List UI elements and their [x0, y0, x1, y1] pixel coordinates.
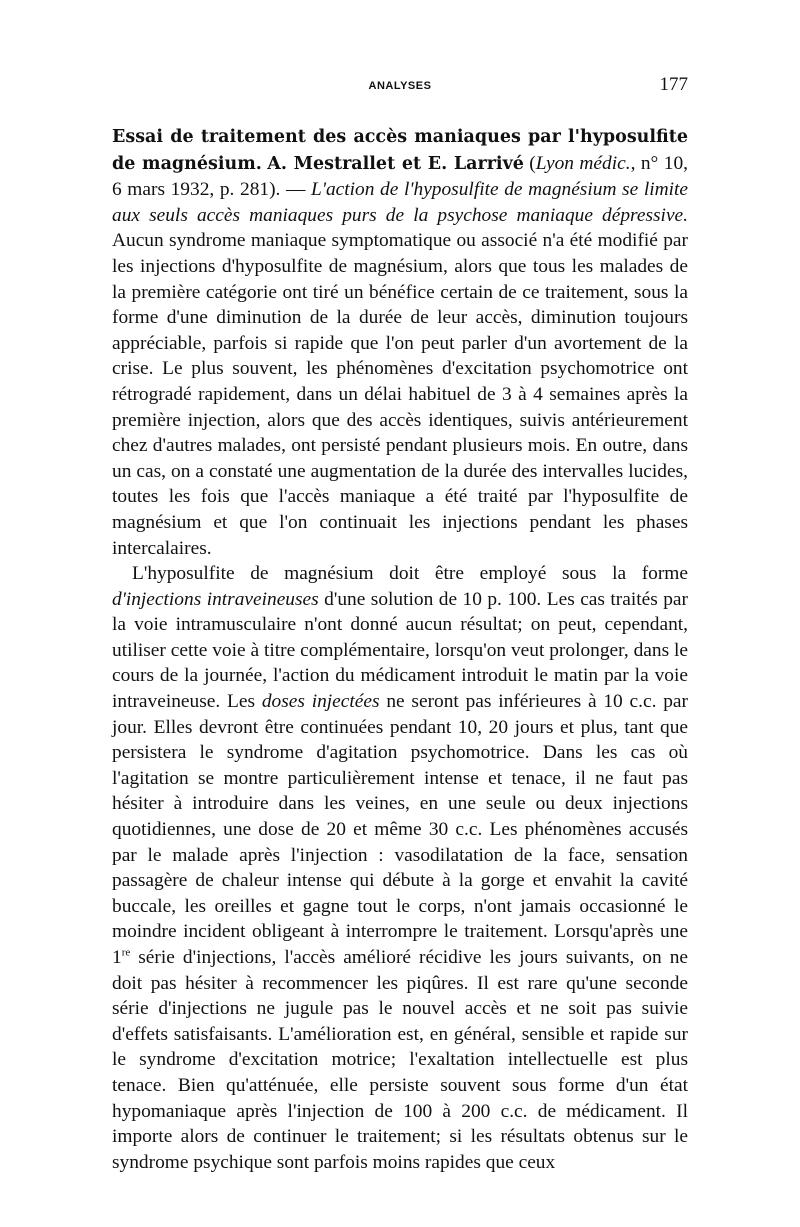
- journal-page: [112, 72, 688, 1175]
- paragraph-2-text-d: série d'injections, l'accès amélioré récidive les jours suivants, on ne doit pas hésiter à recommencer les piqûres. Il est rare qu'une seconde série d'injections ne jugule pas le nouvel accès et ne soit pas suivie d'effets satisfaisants. L'amélioration est, en général, sensible et rapide sur le syndrome d'excitation motrice; l'exaltation intellectuelle est plus tenace. Bien qu'atténuée, elle persiste souvent sous forme d'un état hypomaniaque après l'injection de 100 à 200 c.c. de médicament. Il importe alors de continuer le traitement; si les résultats obtenus sur le syndrome psychique sont parfois moins rapides que ceux: [112, 947, 688, 1173]
- ordinal-suffix: re: [121, 946, 131, 959]
- source-details: , n° 10, 6 mars 1932, p. 281). —: [112, 152, 688, 201]
- source-open: (: [523, 152, 536, 174]
- paragraph-2-text-a: L'hyposulfite de magnésium doit être employé sous la forme: [132, 563, 688, 585]
- paragraph-1: [112, 124, 688, 561]
- article-body: [112, 124, 688, 1175]
- page-header: [112, 72, 688, 102]
- emphasis-doses: doses injectées: [261, 691, 380, 713]
- source-journal: Lyon médic.: [535, 152, 631, 174]
- article-authors: A. Mestrallet et E. Larrivé: [267, 153, 524, 174]
- emphasis-intravenous: d'injections intraveineuses: [112, 588, 319, 610]
- abstract-summary: L'action de l'hyposulfite de magnésium se limite aux seuls accès maniaques purs de la psychose maniaque dépressive.: [112, 179, 688, 226]
- page-number: 177: [659, 74, 688, 95]
- paragraph-2: [112, 561, 688, 1175]
- paragraph-2-text-c: ne seront pas inférieures à 10 c.c. par jour. Elles devront être continuées pendant 10, 20 jours et plus, tant que persistera le syndrome d'agitation psychomotrice. Dans les cas où l'agitation se montre particulièrement intense et tenace, il ne faut pas hésiter à introduire dans les veines, en une seule ou deux injections quotidiennes, une dose de 20 et même 30 c.c. Les phénomènes accusés par le malade après l'injection : vasodilatation de la face, sensation passagère de chaleur intense qui débute à la gorge et envahit la cavité buccale, les oreilles et gagne tout le corps, n'ont jamais occasionné le moindre incident obligeant à interrompre le traitement. Lorsqu'après une: [112, 691, 688, 943]
- article-title: Essai de traitement des accès maniaques par l'hyposulfite de magnésium.: [112, 127, 688, 174]
- running-head: ANALYSES: [368, 80, 432, 92]
- paragraph-1-text: Aucun syndrome maniaque symptomatique ou associé n'a été modifié par les injections d'hyposulfite de magnésium, alors que tous les malades de la première catégorie ont tiré un bénéfice certain de ce traitement, sous la forme d'une diminution de la durée de leur accès, diminution toujours appréciable, parfois si rapide que l'on peut parler d'un avortement de la crise. Le plus souvent, les phénomènes d'excitation psychomotrice ont rétrogradé rapidement, dans un délai habituel de 3 à 4 semaines après la première injection, alors que des accès identiques, suivis antérieurement chez d'autres malades, ont persisté pendant plusieurs mois. En outre, dans un cas, on a constaté une augmentation de la durée des intervalles lucides, toutes les fois que l'accès maniaque a été traité par l'hyposulfite de magnésium et que l'on continuait les injections pendant les phases intercalaires.: [112, 230, 688, 559]
- ordinal-number: 1: [112, 947, 122, 968]
- paragraph-2-text-b: d'une solution de 10 p. 100. Les cas traités par la voie intramusculaire n'ont donné aucun résultat; on peut, cependant, utiliser cette voie à titre complémentaire, lorsqu'on veut prolonger, dans le cours de la journée, l'action du médicament introduit le matin par la voie intraveineuse. Les: [112, 588, 688, 713]
